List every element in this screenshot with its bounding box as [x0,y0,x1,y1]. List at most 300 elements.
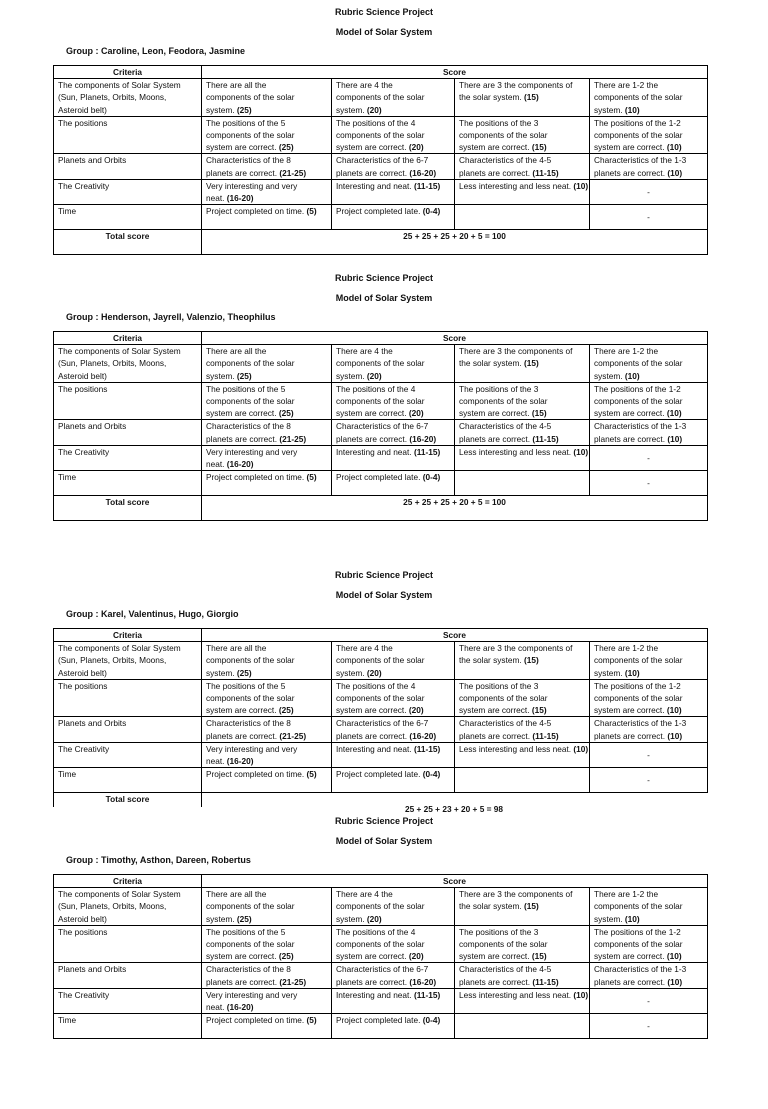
total-row [54,496,708,521]
criteria-cell [54,420,202,445]
cell-line [58,383,197,395]
points: (11-15) [413,446,441,457]
table-row [54,679,708,717]
cell-text: planets are correct. [206,976,278,987]
score-cell [332,420,455,445]
cell-text: planets are correct. [459,433,531,444]
cell-line [206,1014,327,1026]
cell-text: There are 4 the [336,346,393,357]
cell-text: components of the solar [336,130,425,141]
cell-text: neat. [206,1002,225,1013]
cell-text: planets are correct. [594,730,666,741]
score-cell [332,1014,455,1039]
score-cell [455,471,590,496]
cell-line [459,433,585,445]
cell-line [594,692,703,704]
criteria-cell [54,742,202,767]
cell-text: components of the solar [336,358,425,369]
cell-line [459,654,585,666]
cell-text: The positions of the 4 [336,383,416,394]
score-cell [455,679,590,717]
cell-text: system are correct. [594,142,665,153]
cell-text: (Sun, Planets, Orbits, Moons, [58,92,167,103]
total-value: 25 + 25 + 25 + 20 + 5 = 100 [202,230,708,255]
score-cell [590,205,708,230]
cell-text: The Creativity [58,743,110,754]
cell-text: There are 4 the [336,80,393,91]
group-members: Group : Karel, Valentinus, Hugo, Giorgio [66,609,239,619]
cell-line [58,926,197,938]
cell-line [58,768,197,780]
cell-text: the solar system. [459,901,522,912]
cell-text: the solar system. [459,655,522,666]
score-cell [202,925,332,963]
cell-text: components of the solar [594,130,683,141]
score-cell [332,345,455,383]
cell-text: system. [594,667,623,678]
cell-line [206,938,327,950]
cell-text: components of the solar [206,396,295,407]
empty-dash: - [647,186,650,197]
table-row [54,888,708,926]
score-cell [332,768,455,793]
cell-text: Planets and Orbits [58,718,127,729]
rubric-table [53,331,708,521]
cell-text: planets are correct. [336,976,408,987]
cell-text: planets are correct. [459,730,531,741]
header-row [54,629,708,642]
points: (5) [306,1015,317,1026]
score-cell [455,717,590,742]
cell-line [459,395,585,407]
cell-line [206,433,327,445]
cell-text: There are 3 the components of [459,80,573,91]
group-members: Group : Caroline, Leon, Feodora, Jasmine [66,46,246,56]
cell-line [336,91,450,103]
points: (15) [531,705,547,716]
score-cell [590,382,708,420]
cell-text: There are 1-2 the [594,80,659,91]
cell-text: The positions of the 1-2 [594,117,681,128]
cell-text: planets are correct. [206,433,278,444]
cell-text: The positions of the 4 [336,926,416,937]
cell-text: components of the solar [336,901,425,912]
cell-text: There are all the [206,889,267,900]
cell-text: There are 1-2 the [594,889,659,900]
cell-line [459,91,585,103]
score-cell [455,382,590,420]
cell-text: system are correct. [594,408,665,419]
table-row [54,116,708,154]
criteria-cell [54,445,202,470]
points: (11-15) [532,730,559,741]
cell-text: Planets and Orbits [58,155,127,166]
points: (25) [278,408,294,419]
points: (21-25) [279,433,307,444]
cell-line [336,420,450,432]
points: (10) [667,730,683,741]
cell-line [594,680,703,692]
cell-line [594,704,703,716]
rubric-title: Rubric Science Project [334,273,434,283]
cell-text: system are correct. [336,951,407,962]
cell-line [459,79,585,91]
cell-text: components of the solar [336,939,425,950]
cell-line [206,1001,327,1013]
cell-text: The positions of the 3 [459,926,539,937]
criteria-header: Criteria [54,66,202,79]
cell-line [459,117,585,129]
score-cell [202,79,332,117]
score-cell [455,420,590,445]
cell-line [336,395,450,407]
cell-line [336,913,450,925]
cell-line [336,141,450,153]
criteria-cell [54,988,202,1013]
points: (25) [236,667,252,678]
points: (16-20) [409,730,437,741]
cell-line [336,938,450,950]
cell-text: The positions of the 4 [336,117,416,128]
cell-text: components of the solar [459,939,548,950]
cell-line [459,383,585,395]
criteria-cell [54,382,202,420]
score-cell [332,742,455,767]
cell-line [58,79,197,91]
cell-line [459,717,585,729]
cell-line [206,180,327,192]
cell-line [594,913,703,925]
cell-line [459,926,585,938]
points: (10) [667,167,683,178]
cell-line [459,345,585,357]
points: (15) [531,951,547,962]
score-cell [332,888,455,926]
cell-line [594,433,703,445]
cell-line [58,654,197,666]
cell-text: The positions of the 1-2 [594,926,681,937]
points: (20) [366,104,382,115]
criteria-cell [54,1014,202,1039]
cell-line [459,180,589,192]
cell-text: components of the solar [594,901,683,912]
cell-line [206,989,327,1001]
cell-line [206,950,327,962]
cell-line [336,667,450,679]
cell-text: system. [206,913,235,924]
cell-line [459,167,585,179]
cell-text: Very interesting and very [206,446,298,457]
cell-line [58,357,197,369]
points: (10) [573,180,589,191]
points: (10) [667,976,683,987]
cell-line [206,730,327,742]
cell-line [336,104,450,116]
score-cell [590,445,708,470]
cell-line [459,141,585,153]
cell-text: system. [594,913,623,924]
cell-text: planets are correct. [206,167,278,178]
cell-text: There are all the [206,80,267,91]
cell-line [58,667,197,679]
table-row [54,79,708,117]
points: (10) [573,446,589,457]
cell-line [206,755,327,767]
cell-text: Project completed on time. [206,1015,305,1026]
score-cell [590,420,708,445]
cell-text: system are correct. [336,705,407,716]
cell-line [594,79,703,91]
cell-text: components of the solar [594,396,683,407]
points: (11-15) [532,167,559,178]
cell-line [594,730,703,742]
points: (16-20) [226,1002,254,1013]
cell-line [594,654,703,666]
table-row [54,345,708,383]
cell-text: system are correct. [336,408,407,419]
cell-text: components of the solar [594,693,683,704]
cell-line [594,888,703,900]
score-cell [202,1014,332,1039]
cell-text: system are correct. [206,705,277,716]
total-label: Total score [54,496,202,521]
cell-text: The positions of the 5 [206,680,286,691]
cell-text: Interesting and neat. [336,180,412,191]
score-cell [590,679,708,717]
cell-line [336,180,450,192]
cell-text: There are 1-2 the [594,643,659,654]
cell-text: system. [206,667,235,678]
cell-line [336,926,450,938]
criteria-cell [54,471,202,496]
points: (10) [573,989,589,1000]
cell-line [336,205,450,217]
cell-text: The Creativity [58,446,110,457]
cell-line [459,730,585,742]
criteria-header: Criteria [54,629,202,642]
points: (20) [366,370,382,381]
cell-text: neat. [206,756,225,767]
score-cell [332,925,455,963]
cell-text: The positions of the 5 [206,383,286,394]
cell-text: Planets and Orbits [58,421,127,432]
table-row [54,742,708,767]
empty-dash: - [647,1021,650,1032]
cell-line [336,717,450,729]
rubric-title: Rubric Science Project [334,816,434,826]
score-cell [202,742,332,767]
points: (16-20) [226,756,254,767]
cell-line [459,743,589,755]
score-cell [455,925,590,963]
cell-line [58,471,197,483]
cell-line [336,117,450,129]
cell-text: neat. [206,193,225,204]
cell-line [594,420,703,432]
points: (15) [524,358,539,369]
cell-line [336,642,450,654]
cell-text: There are 3 the components of [459,643,573,654]
cell-line [336,433,450,445]
cell-text: Characteristics of the 1-3 [594,155,687,166]
table-row [54,154,708,179]
cell-line [594,926,703,938]
points: (5) [306,472,317,483]
cell-line [206,680,327,692]
criteria-header: Criteria [54,875,202,888]
cell-text: Less interesting and less neat. [459,743,572,754]
cell-line [336,345,450,357]
cell-text: Time [58,769,77,780]
cell-line [336,704,450,716]
criteria-cell [54,345,202,383]
points: (21-25) [279,730,307,741]
points: (25) [236,913,252,924]
points: (20) [408,408,424,419]
cell-line [459,154,585,166]
cell-text: components of the solar [336,92,425,103]
score-cell [332,116,455,154]
points: (25) [278,142,294,153]
points: (10) [624,667,640,678]
table-row [54,1014,708,1039]
cell-text: There are 4 the [336,889,393,900]
cell-text: system are correct. [459,142,530,153]
cell-line [206,357,327,369]
cell-text: The positions [58,117,108,128]
score-cell [455,1014,590,1039]
score-cell [332,382,455,420]
cell-text: system are correct. [459,408,530,419]
table-row [54,988,708,1013]
points: (25) [236,104,252,115]
cell-line [206,642,327,654]
rubric-section [0,0,768,300]
cell-text: Very interesting and very [206,180,298,191]
header-row [54,875,708,888]
points: (16-20) [409,976,437,987]
cell-line [336,768,450,780]
points: (11-15) [413,180,441,191]
score-cell [590,345,708,383]
cell-line [594,345,703,357]
cell-line [459,420,585,432]
points: (10) [624,913,640,924]
cell-line [459,642,585,654]
cell-line [206,129,327,141]
cell-text: Project completed late. [336,206,421,217]
cell-line [336,989,450,1001]
cell-line [206,370,327,382]
cell-text: system are correct. [206,951,277,962]
cell-line [336,471,450,483]
score-cell [455,79,590,117]
table-row [54,717,708,742]
cell-line [336,654,450,666]
cell-text: Less interesting and less neat. [459,180,572,191]
points: (10) [666,408,682,419]
cell-text: The components of Solar System [58,889,181,900]
header-row [54,332,708,345]
score-cell [332,679,455,717]
table-row [54,445,708,470]
points: (21-25) [279,976,307,987]
cell-text: the solar system. [459,92,522,103]
cell-text: Characteristics of the 6-7 [336,718,429,729]
score-header: Score [202,332,708,345]
cell-text: planets are correct. [459,167,531,178]
table-row [54,382,708,420]
cell-text: Project completed on time. [206,472,305,483]
cell-line [206,900,327,912]
cell-text: Characteristics of the 1-3 [594,964,687,975]
cell-line [58,743,197,755]
cell-text: Characteristics of the 8 [206,964,291,975]
score-cell [202,345,332,383]
cell-line [336,730,450,742]
cell-line [206,667,327,679]
cell-text: Asteroid belt) [58,370,107,381]
criteria-cell [54,642,202,680]
points: (16-20) [226,193,254,204]
cell-line [594,104,703,116]
cell-line [58,154,197,166]
cell-text: system. [336,667,365,678]
cell-text: Characteristics of the 6-7 [336,964,429,975]
cell-line [459,950,585,962]
score-cell [332,179,455,204]
cell-text: the solar system. [459,358,522,369]
cell-line [336,680,450,692]
score-cell [590,116,708,154]
cell-line [336,154,450,166]
cell-line [58,1014,197,1026]
cell-line [206,704,327,716]
cell-text: Characteristics of the 4-5 [459,964,552,975]
score-cell [455,445,590,470]
score-cell [332,642,455,680]
points: (10) [624,370,640,381]
criteria-cell [54,154,202,179]
cell-text: (Sun, Planets, Orbits, Moons, [58,901,167,912]
cell-text: components of the solar [206,358,295,369]
cell-text: The positions of the 3 [459,383,539,394]
points: (5) [306,769,317,780]
total-row [54,230,708,255]
cell-line [206,117,327,129]
cell-text: Project completed on time. [206,769,305,780]
cell-line [336,976,450,988]
points: (10) [666,142,682,153]
rubric-section [0,809,768,1109]
score-cell [202,382,332,420]
cell-text: components of the solar [206,92,295,103]
cell-line [336,357,450,369]
total-label: Total score [54,793,202,807]
rubric-title: Rubric Science Project [334,7,434,17]
cell-text: The positions [58,383,108,394]
cell-text: Project completed on time. [206,206,305,217]
cell-line [459,407,585,419]
score-cell [332,963,455,988]
table-row [54,963,708,988]
cell-line [594,950,703,962]
cell-line [58,370,197,382]
cell-line [336,743,450,755]
score-cell [332,79,455,117]
points: (10) [667,433,683,444]
cell-line [594,717,703,729]
